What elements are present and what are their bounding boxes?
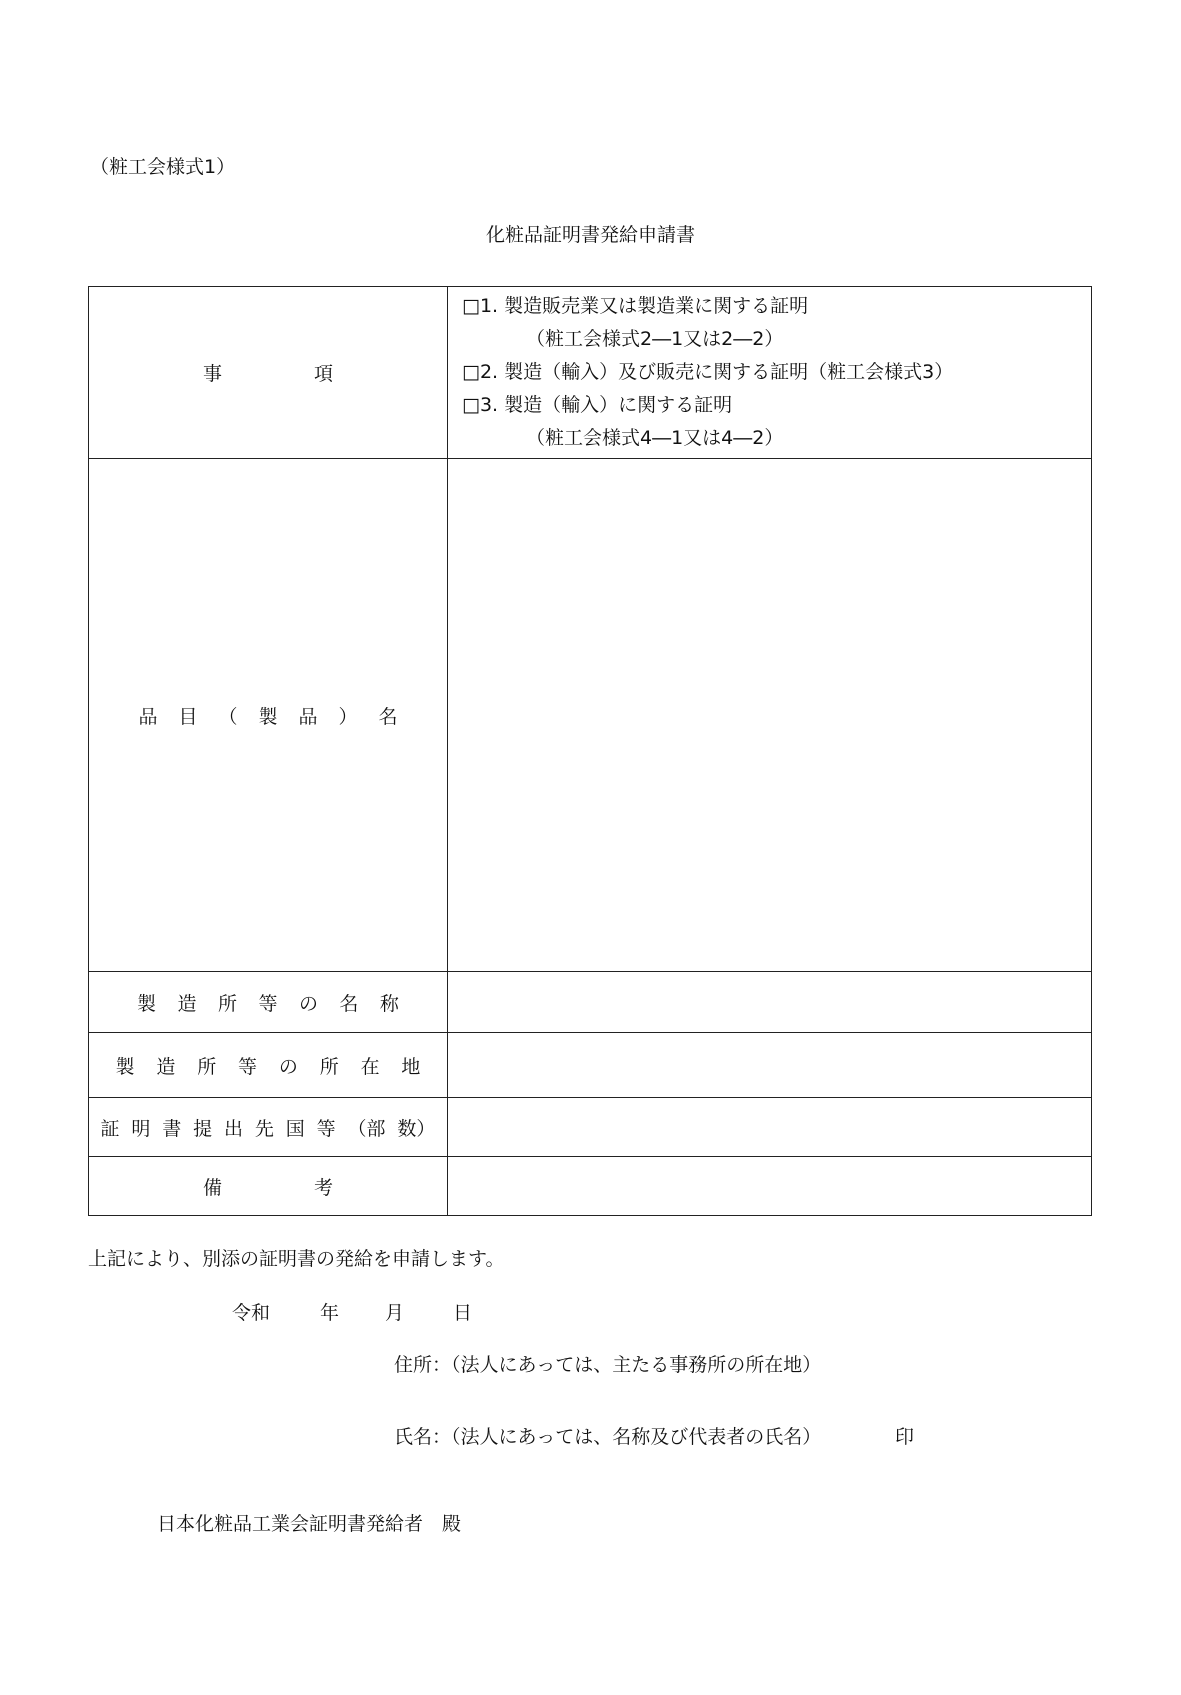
label-facility-address bbox=[89, 1033, 448, 1098]
label-destination bbox=[89, 1098, 448, 1157]
label-remarks bbox=[89, 1157, 448, 1216]
option-text: 2. 製造（輸入）及び販売に関する証明（粧工会様式3） bbox=[479, 361, 954, 383]
label-char: 所 bbox=[197, 1055, 217, 1078]
row-facility-address bbox=[89, 1033, 1092, 1098]
option-3[interactable] bbox=[448, 389, 1091, 422]
label-char: 造 bbox=[156, 1055, 176, 1078]
certificate-type-options bbox=[448, 287, 1092, 459]
label-char: 造 bbox=[177, 992, 197, 1015]
row-destination bbox=[89, 1098, 1092, 1157]
facility-name-field[interactable] bbox=[448, 972, 1092, 1033]
label-char: 称 bbox=[379, 992, 399, 1015]
date-day[interactable]: 日 bbox=[453, 1302, 473, 1324]
checkbox-icon[interactable]: □ bbox=[462, 361, 480, 383]
label-char: 書 bbox=[162, 1117, 182, 1140]
address-label: 住所：（法人にあっては、主たる事務所の所在地） bbox=[394, 1354, 822, 1376]
option-2[interactable] bbox=[448, 356, 1091, 389]
date-era: 令和 bbox=[232, 1302, 271, 1324]
checkbox-icon[interactable]: □ bbox=[462, 394, 480, 416]
option-text: 1. 製造販売業又は製造業に関する証明 bbox=[479, 295, 809, 317]
checkbox-icon[interactable]: □ bbox=[462, 295, 480, 317]
option-1[interactable] bbox=[448, 290, 1091, 323]
form-id: （粧工会様式1） bbox=[90, 156, 236, 178]
label-char: 国 bbox=[285, 1117, 305, 1140]
product-name-field[interactable] bbox=[448, 459, 1092, 972]
statement: 上記により、別添の証明書の発給を申請します。 bbox=[88, 1248, 505, 1270]
label-char: 出 bbox=[224, 1117, 244, 1140]
row-remarks bbox=[89, 1157, 1092, 1216]
destination-field[interactable] bbox=[448, 1098, 1092, 1157]
label-char: 項 bbox=[313, 363, 333, 385]
label-char: の bbox=[278, 1055, 298, 1078]
option-3-sub: （粧工会様式4―1又は4―2） bbox=[526, 427, 784, 449]
application-table bbox=[88, 286, 1092, 1216]
label-facility-name bbox=[89, 972, 448, 1033]
name-label: 氏名：（法人にあっては、名称及び代表者の氏名） bbox=[394, 1426, 822, 1448]
row-product-name bbox=[89, 459, 1092, 972]
label-char: 等 bbox=[258, 992, 278, 1015]
label-char: 等 bbox=[238, 1055, 258, 1078]
remarks-field[interactable] bbox=[448, 1157, 1092, 1216]
label-char: 製 bbox=[115, 1055, 135, 1078]
label-char: 提 bbox=[193, 1117, 213, 1140]
label-char: 数） bbox=[397, 1117, 436, 1140]
option-1-sub: （粧工会様式2―1又は2―2） bbox=[526, 328, 784, 350]
label-char: の bbox=[298, 992, 318, 1015]
label-items bbox=[89, 287, 448, 459]
row-items bbox=[89, 287, 1092, 459]
addressee: 日本化粧品工業会証明書発給者 殿 bbox=[157, 1513, 462, 1535]
label-char: 考 bbox=[313, 1176, 333, 1199]
label-char: 製 bbox=[137, 992, 157, 1015]
label-char: 所 bbox=[217, 992, 237, 1015]
label-char: 所 bbox=[319, 1055, 339, 1078]
label-char: 事 bbox=[203, 363, 223, 385]
row-facility-name bbox=[89, 972, 1092, 1033]
label-char: 証 bbox=[100, 1117, 120, 1140]
date-year[interactable]: 年 bbox=[320, 1302, 340, 1324]
label-char: 名 bbox=[339, 992, 359, 1015]
option-text: 3. 製造（輸入）に関する証明 bbox=[479, 394, 733, 416]
seal-mark: 印 bbox=[895, 1426, 915, 1448]
label-char: 先 bbox=[254, 1117, 274, 1140]
date-month[interactable]: 月 bbox=[385, 1302, 405, 1324]
label-char: 備 bbox=[203, 1176, 223, 1199]
label-char: 等 bbox=[316, 1117, 336, 1140]
facility-address-field[interactable] bbox=[448, 1033, 1092, 1098]
label-char: 地 bbox=[401, 1055, 421, 1078]
label-char: 在 bbox=[360, 1055, 380, 1078]
label-product-name bbox=[89, 459, 448, 972]
page-title: 化粧品証明書発給申請書 bbox=[485, 224, 695, 246]
label-char: （部 bbox=[347, 1117, 386, 1140]
product-name-label: 品目（製品）名 bbox=[138, 705, 419, 728]
label-char: 明 bbox=[131, 1117, 151, 1140]
